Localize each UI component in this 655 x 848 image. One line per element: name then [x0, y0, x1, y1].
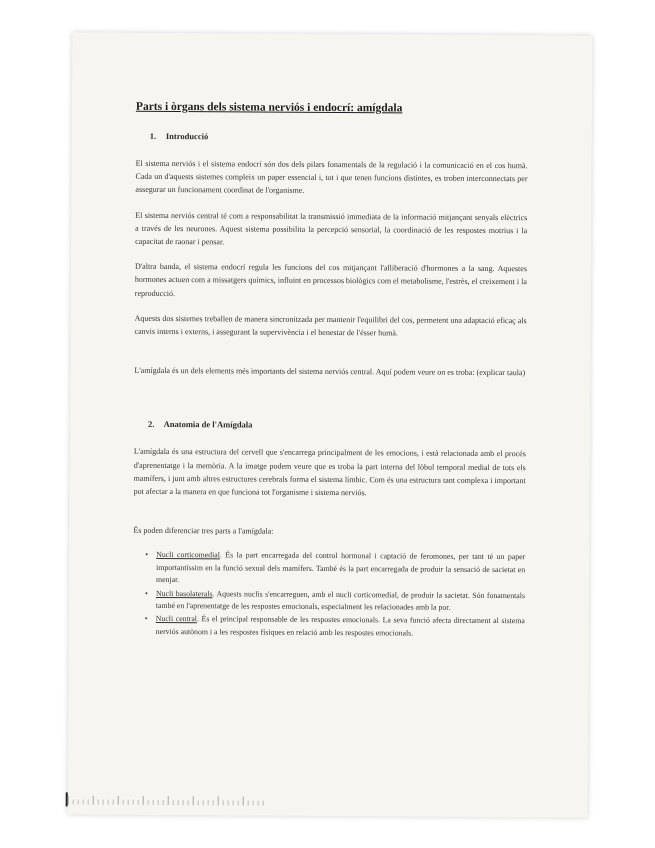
part-description: . És el principal responsable de les respostes emocionals. La seva funció afecta directament al sistema nerviós autònom i a les respostes físiques en relació amb les respostes emocionals.: [155, 614, 525, 638]
parts-intro: És poden diferenciar tres parts a l'amígdala:: [133, 526, 274, 536]
anatomy-paragraph: L'amígdala és una estructura del cervell que s'encarrega principalment de les emocions, i està relacionada amb el procés d'aprenentatge i la memòria. A la imatge podem veure que es troba la part interna del lòbul temporal medial de tots els mamífers, i junt amb altres estructures cerebrals forma el sistema límbic. Com és una estructura tant complexa i important pot afectar a la manera en que funciona tot l'organisme i sistema nerviós.: [133, 447, 526, 498]
section-heading-introduccio: [150, 131, 528, 143]
section-number: 2.: [147, 419, 155, 430]
bullet-icon: •: [145, 550, 149, 560]
scanner-ruler: [68, 794, 588, 807]
section-heading-anatomia: [148, 419, 526, 431]
part-term: Nucli basolaterals: [155, 588, 213, 598]
part-term: Nucli corticomedial: [156, 550, 220, 560]
intro-paragraph-5: L'amígdala és un dels elements més importants del sistema nerviós central. Aquí podem veure on es troba: (explicar taula): [134, 366, 526, 378]
document-body: [133, 101, 528, 642]
part-term: Nucli central: [155, 614, 198, 624]
section-heading-text: Anatomia de l'Amígdala: [163, 419, 253, 430]
list-item: [145, 549, 525, 589]
section-heading-text: Introducció: [165, 130, 209, 142]
bullet-icon: •: [144, 614, 148, 624]
bullet-icon: •: [144, 588, 148, 598]
ruler-tick: [263, 801, 268, 806]
part-description: . És la part encarregada del control hormonal i captació de feromones, per tant té un paper importantíssim en la funció sexual dels mamífers. També és la part encarregada de produir la sensació de sacietat en menjar.: [156, 550, 526, 585]
paper-sheet: [68, 32, 593, 817]
list-item: [145, 613, 525, 640]
intro-paragraph-1: El sistema nerviós i el sistema endocrí són dos dels pilars fonamentals de la regulació i la comunicació en el cos humà. Cada un d'aquests sistemes compleix un paper essencial i, tot i que tenen funcions distintes, es troben interconnectats per assegurar un funcionament coordinat de l'organisme.: [135, 158, 528, 196]
intro-paragraph-2: El sistema nerviós central té com a responsabilitat la transmissió immediata de la informació mitjançant senyals elèctrics a través de les neurones. Aquest sistema possibilita la percepció sensorial, la coordinació de les respostes motrius i la capacitat de raonar i pensar.: [135, 210, 528, 247]
document-title: Parts i òrgans dels sistema nerviós i endocrí: amígdala: [135, 100, 403, 115]
list-item: [145, 588, 525, 615]
intro-paragraph-4: Aquests dos sistemes treballen de manera sincronitzada per mantenir l'equilibri del cos, permetent una adaptació eficaç als canvis interns i externs, i assegurant la supervivència i el benestar de l'ésser humà.: [134, 313, 527, 338]
amygdala-parts-list: [133, 549, 526, 640]
part-description: . Aquests nuclis s'encarreguen, amb el nucli corticomedial, de produir la sacietat. Són fonamentals també en l'aprenentatge de les respostes emocionals, especialment les relacionades amb la por.: [155, 588, 526, 612]
intro-paragraph-3: D'altra banda, el sistema endocrí regula les funcions del cos mitjançant l'alliberació d'hormones a la sang. Aquestes hormones actuen com a missatgers químics, influint en processos biològics com el metabolisme, l'estrès, el creixement i la reproducció.: [134, 262, 527, 298]
section-number: 1.: [149, 130, 157, 141]
